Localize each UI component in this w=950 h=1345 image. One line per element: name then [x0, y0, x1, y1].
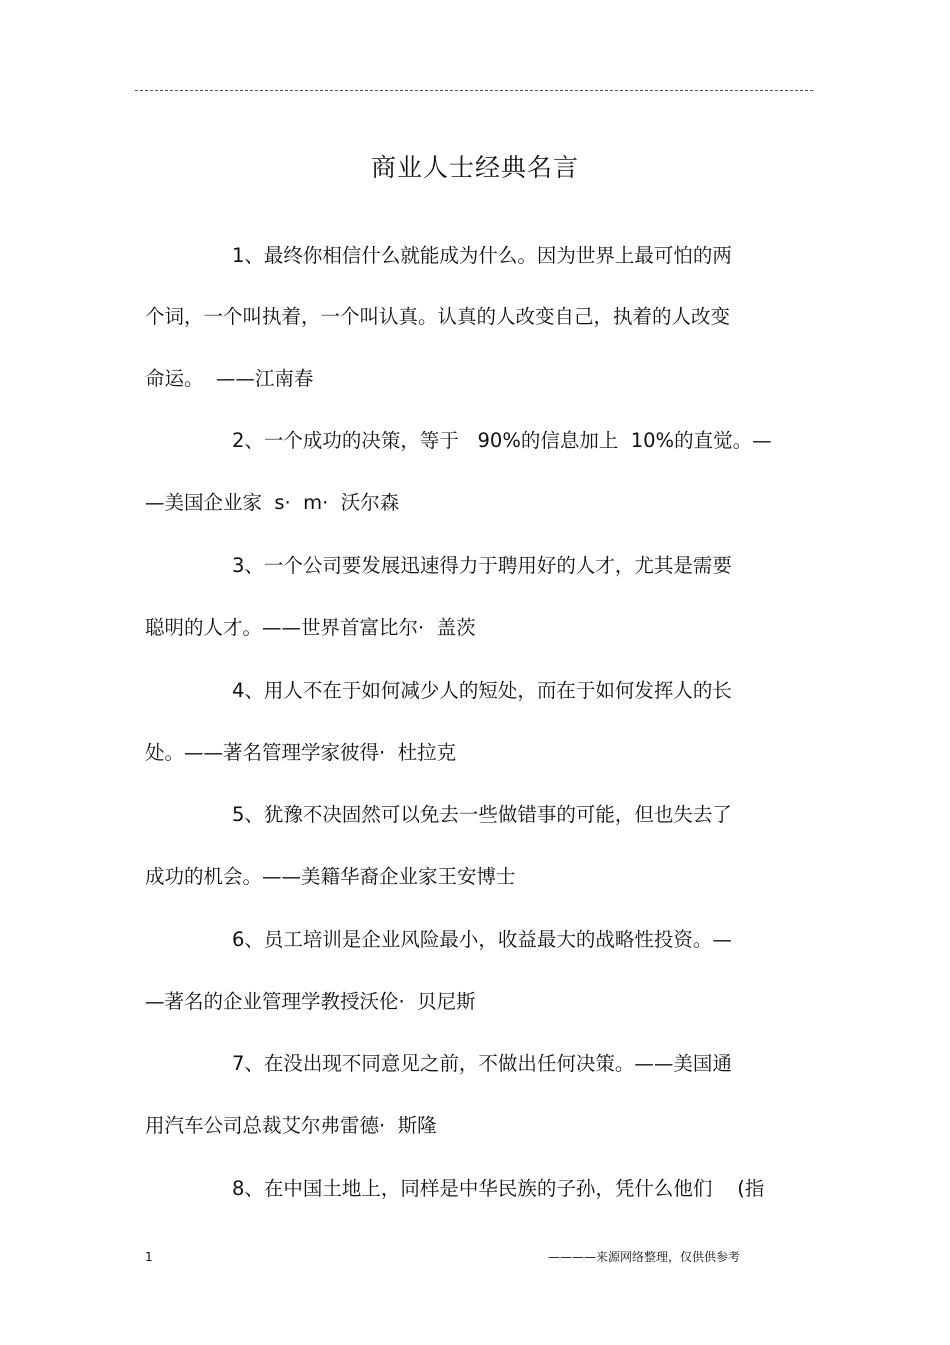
quote-6-line-1: 6、员工培训是企业风险最小，收益最大的战略性投资。— [232, 928, 732, 951]
quote-1-attribution: 命运。 ——江南春 [145, 367, 314, 390]
quote-2-attribution: —美国企业家 s· m· 沃尔森 [145, 491, 400, 514]
document-title: 商业人士经典名言 [370, 153, 579, 182]
footer-source-note: ————来源网络整理，仅供供参考 [548, 1250, 741, 1264]
quote-1-line-1: 1、最终你相信什么就能成为什么。因为世界上最可怕的两 [232, 244, 732, 267]
quote-5-line-1: 5、犹豫不决固然可以免去一些做错事的可能，但也失去了 [232, 803, 732, 826]
quote-3-line-1: 3、一个公司要发展迅速得力于聘用好的人才，尤其是需要 [232, 554, 732, 577]
quote-2-line-1: 2、一个成功的决策，等于 90%的信息加上 10%的直觉。— [232, 429, 772, 452]
page-number: 1 [145, 1250, 153, 1264]
header-divider [135, 90, 813, 91]
quote-7-attribution: 用汽车公司总裁艾尔弗雷德· 斯隆 [145, 1114, 437, 1137]
quote-4-line-1: 4、用人不在于如何减少人的短处，而在于如何发挥人的长 [232, 679, 732, 702]
quote-8-line-1: 8、在中国土地上，同样是中华民族的子孙，凭什么他们 (指 [232, 1177, 765, 1200]
quote-4-attribution: 处。——著名管理学家彼得· 杜拉克 [145, 741, 457, 764]
quote-6-attribution: —著名的企业管理学教授沃伦· 贝尼斯 [145, 990, 476, 1013]
quote-5-attribution: 成功的机会。——美籍华裔企业家王安博士 [145, 865, 516, 888]
quote-7-line-1: 7、在没出现不同意见之前，不做出任何决策。——美国通 [232, 1052, 732, 1075]
quote-3-attribution: 聪明的人才。——世界首富比尔· 盖茨 [145, 616, 476, 639]
quote-1-line-2: 个词，一个叫执着，一个叫认真。认真的人改变自己，执着的人改变 [145, 305, 731, 328]
